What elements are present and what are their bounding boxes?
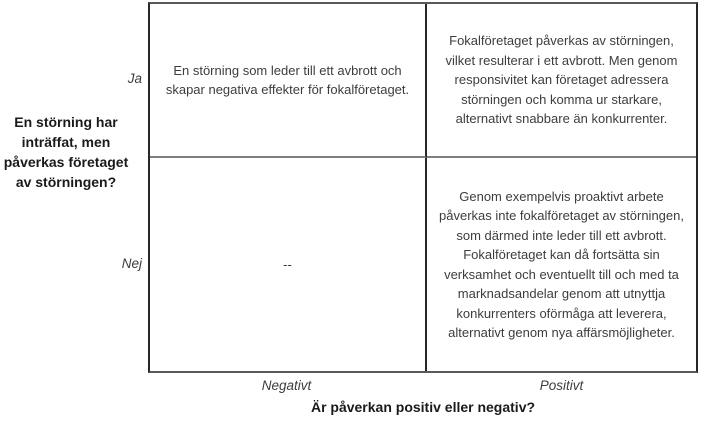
row-label-nej: Nej xyxy=(121,256,142,271)
cell-no-positive xyxy=(427,158,696,371)
cell-yes-negative-text: En störning som leder till ett avbrott och skapar negativa effekter för fokalföretaget. xyxy=(165,62,410,97)
y-axis-title: En störning har inträffat, men påverkas företaget av störningen? xyxy=(3,114,129,190)
matrix-grid xyxy=(148,2,698,373)
row-label-ja: Ja xyxy=(127,71,142,86)
col-label-negativt: Negativt xyxy=(261,378,312,393)
cell-no-negative xyxy=(150,158,427,371)
x-axis-title: Är påverkan positiv eller negativ? xyxy=(310,399,536,415)
cell-yes-positive-text: Fokalföretaget påverkas av störningen, vilket resulterar i ett avbrott. Men genom responsivitet kan företaget adressera störningen och komma ur starkare, alternativt snabbare än konkurrenter. xyxy=(445,33,678,127)
cell-no-negative-text: -- xyxy=(283,256,292,272)
col-label-positivt: Positivt xyxy=(539,378,584,393)
cell-no-positive-text: Genom exempelvis proaktivt arbete påverkas inte fokalföretaget av störningen, som därmed inte leder till ett avbrott. Fokalföretaget kan då fortsätta sin verksamhet och eventuellt till och med ta marknadsandelar genom att utnyttja konkurrenters oförmåga att leverera, alternativt genom nya affärsmöjligheter. xyxy=(439,188,684,340)
cell-yes-negative xyxy=(150,4,427,158)
cell-yes-positive xyxy=(427,4,696,158)
